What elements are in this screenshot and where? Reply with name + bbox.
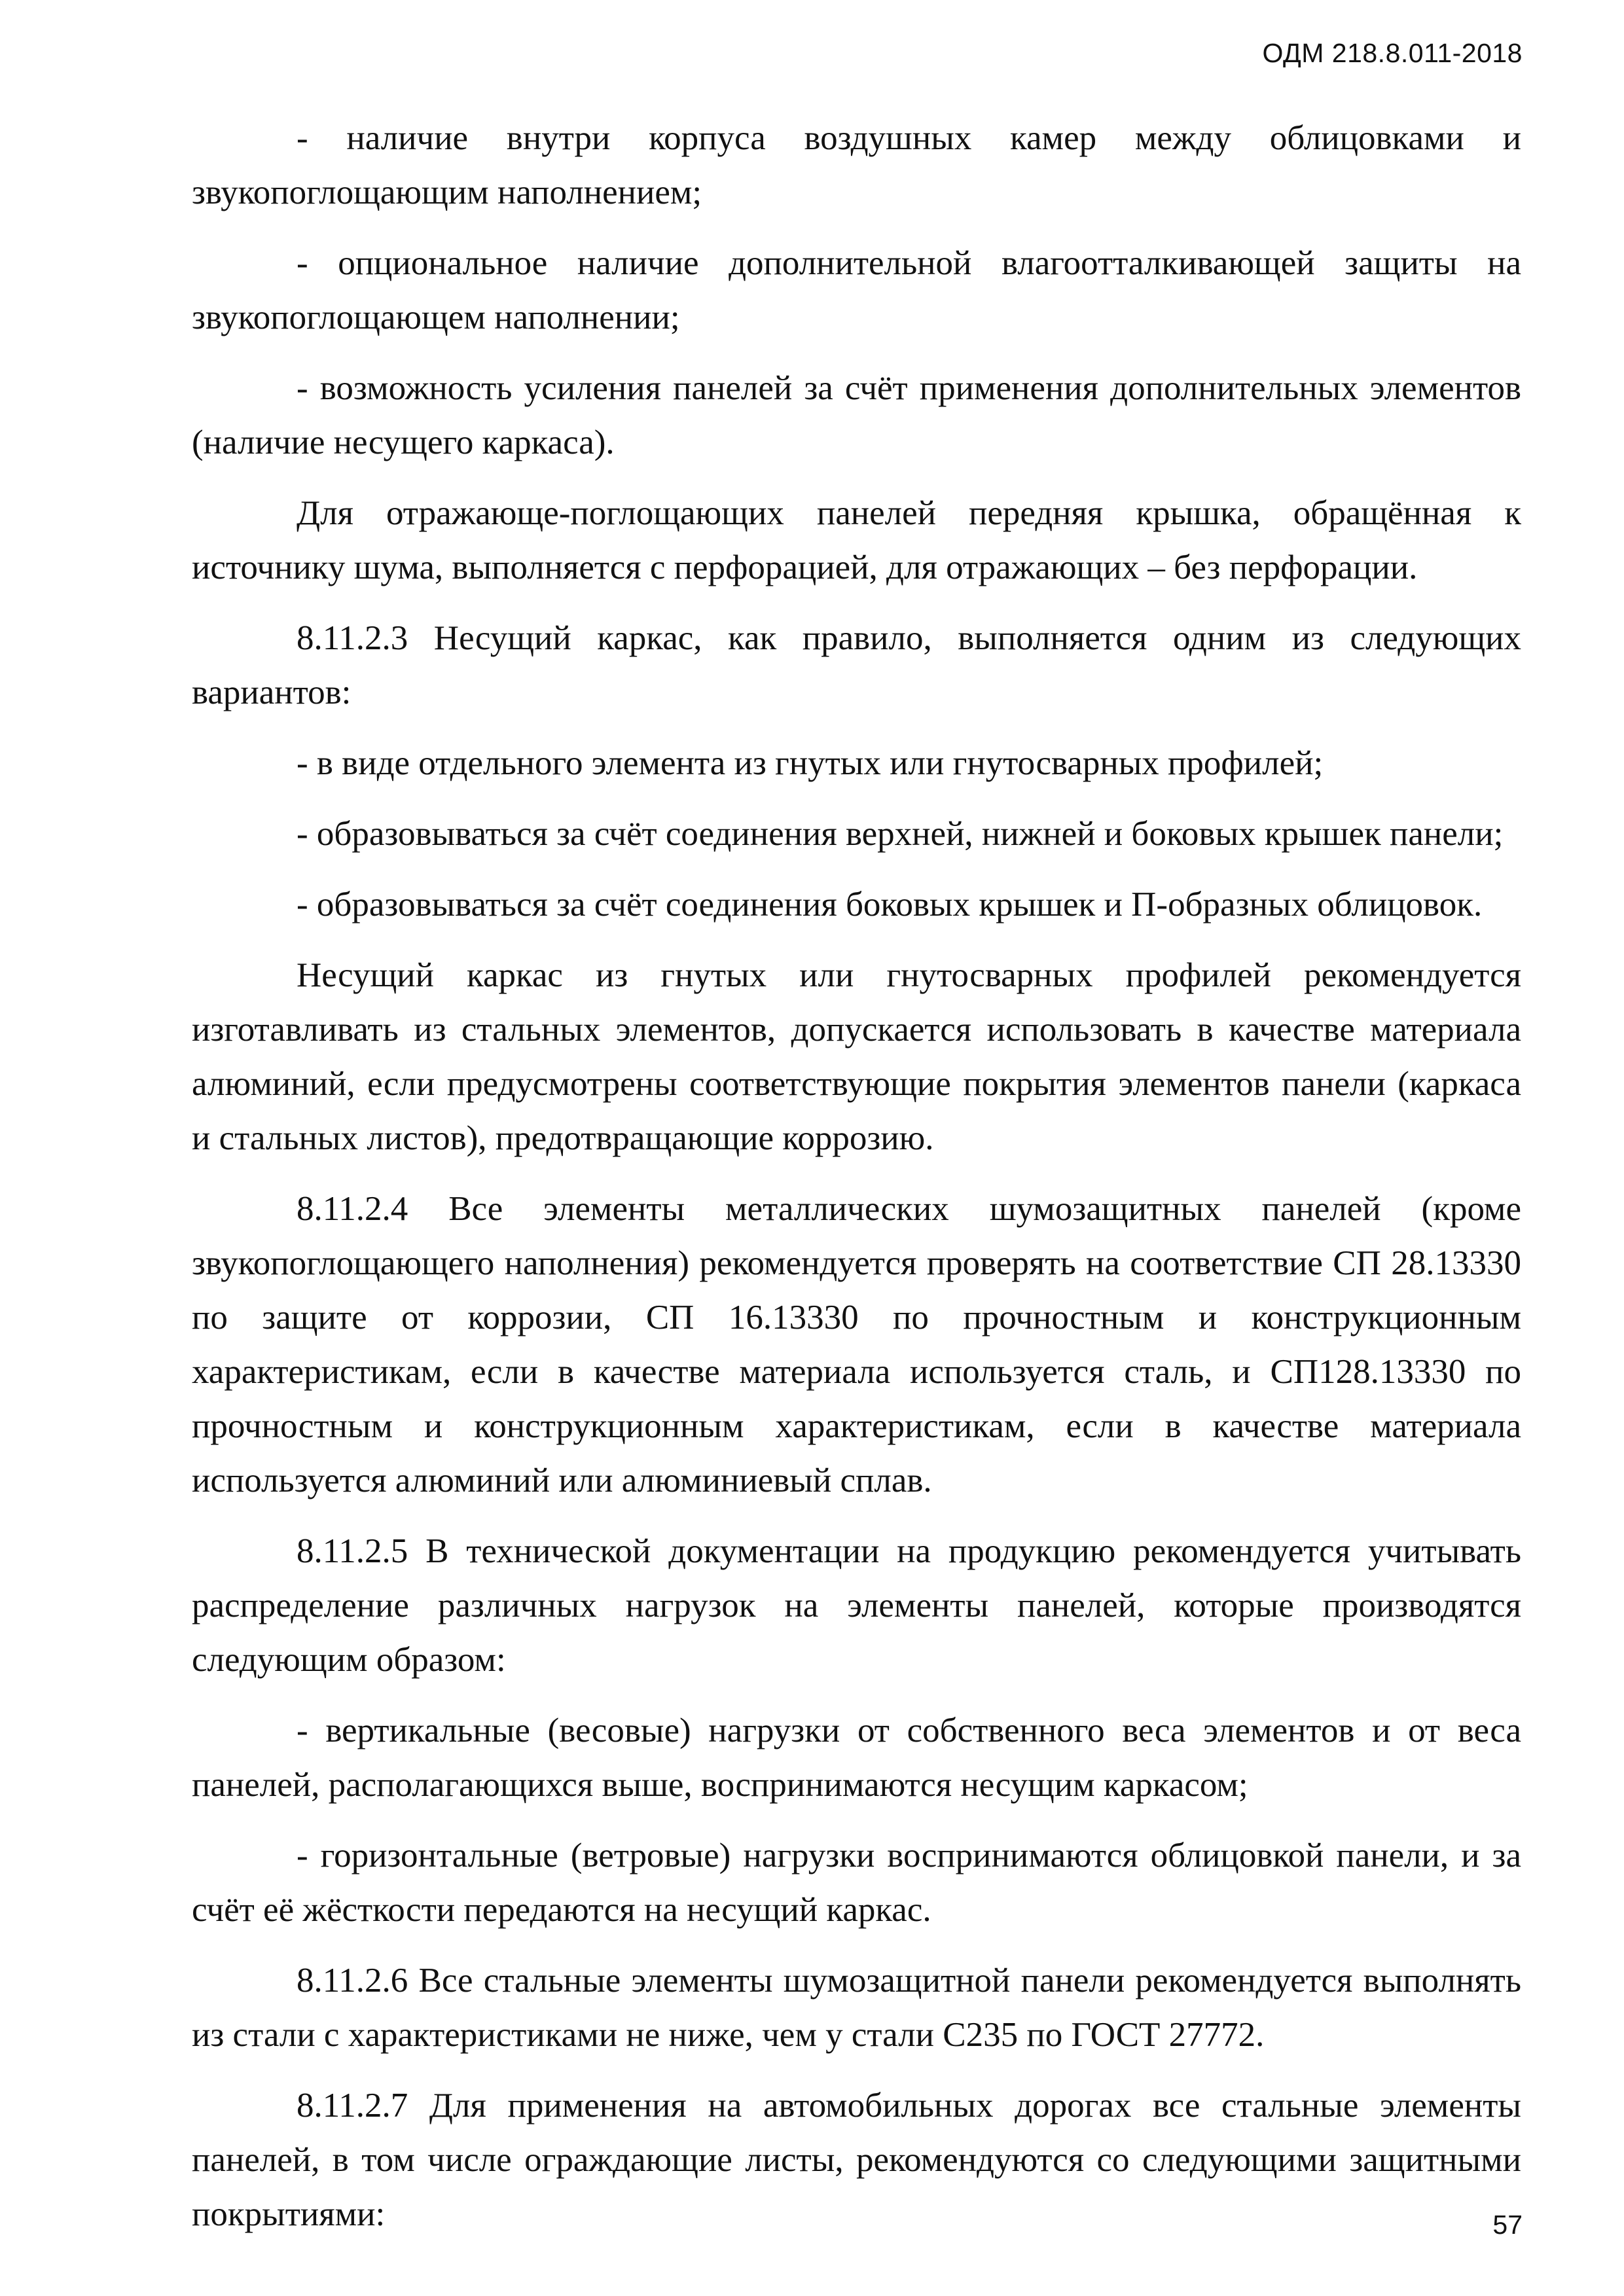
paragraph-bullet-vertical-loads: - вертикальные (весовые) нагрузки от собственного веса элементов и от веса панелей, располагающихся выше, воспринимаются несущим каркасом; [192,1712,1521,1804]
paragraph-perforation: Для отражающе-поглощающих панелей передняя крышка, обращённая к источнику шума, выполняется с перфорацией, для отражающих – без перфорации. [192,494,1521,586]
paragraph-section-8-11-2-6: 8.11.2.6 Все стальные элементы шумозащитной панели рекомендуется выполнять из стали с характеристиками не ниже, чем у стали С235 по ГОСТ 27772. [192,1962,1521,2054]
document-code-header: ОДМ 218.8.011-2018 [1262,38,1523,68]
paragraph-bullet-bent-profiles: - в виде отдельного элемента из гнутых или гнутосварных профилей; [297,744,1324,782]
paragraph-bullet-side-covers-joint: - образовываться за счёт соединения боковых крышек и П-образных облицовок. [297,886,1483,924]
document-body [192,111,1521,2258]
paragraph-bullet-horizontal-loads: - горизонтальные (ветровые) нагрузки воспринимаются облицовкой панели, и за счёт её жёсткости передаются на несущий каркас. [192,1837,1521,1929]
paragraph-section-8-11-2-4: 8.11.2.4 Все элементы металлических шумозащитных панелей (кроме звукопоглощающего наполнения) рекомендуется проверять на соответствие СП 28.13330 по защите от коррозии, СП 16.13330 по прочностным и конструкционным характеристикам, если в качестве материала используется сталь, и СП128.13330 по прочностным и конструкционным характеристикам, если в качестве материала используется алюминий или алюминиевый сплав. [192,1190,1521,1499]
paragraph-bullet-covers-joint: - образовываться за счёт соединения верхней, нижней и боковых крышек панели; [297,815,1504,853]
paragraph-section-8-11-2-3: 8.11.2.3 Несущий каркас, как правило, выполняется одним из следующих вариантов: [192,619,1521,711]
paragraph-section-8-11-2-7: 8.11.2.7 Для применения на автомобильных дорогах все стальные элементы панелей, в том числе ограждающие листы, рекомендуются со следующими защитными покрытиями: [192,2087,1521,2233]
page-number: 57 [1492,2210,1523,2240]
paragraph-bullet-moisture-protection: - опциональное наличие дополнительной влагоотталкивающей защиты на звукопоглощающем наполнении; [192,244,1521,336]
paragraph-section-8-11-2-5: 8.11.2.5 В технической документации на продукцию рекомендуется учитывать распределение различных нагрузок на элементы панелей, которые производятся следующим образом: [192,1532,1521,1679]
paragraph-bullet-air-chambers: - наличие внутри корпуса воздушных камер между облицовками и звукопоглощающим наполнением; [192,119,1521,211]
paragraph-frame-materials: Несущий каркас из гнутых или гнутосварных профилей рекомендуется изготавливать из стальных элементов, допускается использовать в качестве материала алюминий, если предусмотрены соответствующие покрытия элементов панели (каркаса и стальных листов), предотвращающие коррозию. [192,956,1521,1157]
paragraph-bullet-reinforcement: - возможность усиления панелей за счёт применения дополнительных элементов (наличие несущего каркаса). [192,369,1521,461]
